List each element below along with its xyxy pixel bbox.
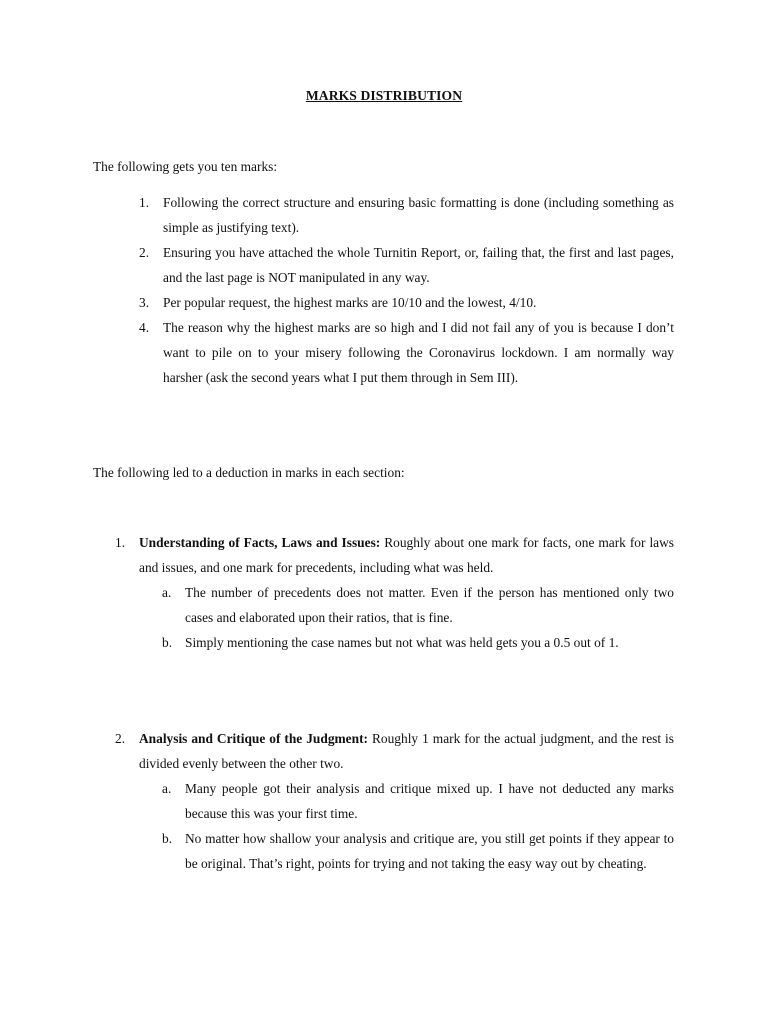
list-number: 4.: [139, 320, 150, 335]
list-number: 1.: [139, 195, 150, 210]
list-number: 2.: [139, 245, 150, 260]
list-item: [139, 240, 674, 290]
sublist-item-text: Simply mentioning the case names but not what was held gets you a 0.5 out of 1.: [185, 635, 619, 650]
list-item-text: The reason why the highest marks are so high and I did not fail any of you is because I don’t want to pile on to your misery following the Coronavirus lockdown. I am normally way harsher (ask the second years what I put them through in Sem III).: [163, 320, 674, 385]
sublist-item-text: The number of precedents does not matter. Even if the person has mentioned only two cases and elaborated upon their ratios, that is fine.: [185, 585, 674, 625]
document-title: MARKS DISTRIBUTION: [305, 88, 463, 103]
section-paragraph: [115, 530, 674, 580]
sublist-item: [162, 580, 674, 630]
intro-deduction: The following led to a deduction in marks in each section:: [93, 465, 405, 480]
section-facts-laws-issues: [115, 530, 674, 655]
section-paragraph: [115, 726, 674, 776]
list-item: [139, 190, 674, 240]
section-number: 1.: [115, 535, 126, 550]
sublist-item: [162, 776, 674, 826]
list-item-text: Ensuring you have attached the whole Turnitin Report, or, failing that, the first and last pages, and the last page is NOT manipulated in any way.: [163, 245, 674, 285]
sublist-letter: a.: [162, 585, 172, 600]
ten-marks-list: [139, 190, 674, 390]
sublist-letter: b.: [162, 635, 173, 650]
section-sublist: [162, 776, 674, 876]
section-heading: Analysis and Critique of the Judgment:: [139, 731, 368, 746]
sublist-item: [162, 826, 674, 876]
section-analysis-critique: [115, 726, 674, 876]
section-sublist: [162, 580, 674, 655]
section-text: Roughly 1 mark for the actual judgment, and the rest is divided evenly between the other two.: [139, 731, 674, 771]
list-item-text: Following the correct structure and ensuring basic formatting is done (including something as simple as justifying text).: [163, 195, 674, 235]
list-item-text: Per popular request, the highest marks are 10/10 and the lowest, 4/10.: [163, 295, 537, 310]
section-text: Roughly about one mark for facts, one mark for laws and issues, and one mark for precedents, including what was held.: [139, 535, 674, 575]
list-number: 3.: [139, 295, 150, 310]
list-item: [139, 290, 674, 315]
sublist-letter: b.: [162, 831, 173, 846]
sublist-item: [162, 630, 674, 655]
list-item: [139, 315, 674, 390]
section-number: 2.: [115, 731, 126, 746]
sublist-item-text: No matter how shallow your analysis and critique are, you still get points if they appear to be original. That’s right, points for trying and not taking the easy way out by cheating.: [185, 831, 674, 871]
section-heading: Understanding of Facts, Laws and Issues:: [139, 535, 381, 550]
sublist-letter: a.: [162, 781, 172, 796]
sublist-item-text: Many people got their analysis and critique mixed up. I have not deducted any marks because this was your first time.: [185, 781, 674, 821]
intro-ten-marks: The following gets you ten marks:: [93, 159, 278, 174]
